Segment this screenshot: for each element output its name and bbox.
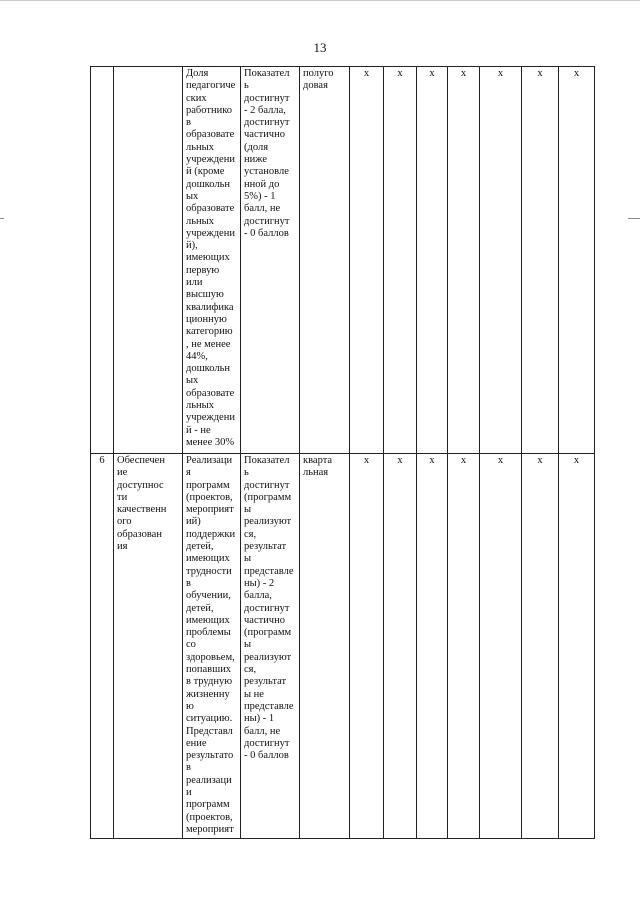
table-row [91, 454, 595, 839]
mark-cell: х [448, 454, 480, 839]
mark-cell: х [559, 67, 595, 454]
mark-cell: х [448, 67, 480, 454]
mark-cell: х [559, 454, 595, 839]
indicator-text: Реализаци я программ (проектов, мероприят ий) поддержки детей, имеющих трудности в обучении, детей, имеющих проблемы со здоровьем, попавших в трудную жизненну ю ситуацию. Представл ение результато в реализаци и программ (проектов, мероприят [183, 454, 241, 839]
page-number: 13 [313, 40, 327, 55]
mark-cell: х [522, 67, 559, 454]
mark-cell: х [384, 454, 417, 839]
mark-cell: х [522, 454, 559, 839]
mark-cell: х [480, 67, 522, 454]
criteria-text: Показател ь достигнут - 2 балла, достигнут частично (доля ниже установле нной до 5%) - 1 балл, не достигнут - 0 баллов [241, 67, 300, 454]
direction-name [114, 67, 183, 454]
table-row [91, 67, 595, 454]
mark-cell: х [350, 67, 384, 454]
mark-cell: х [480, 454, 522, 839]
mark-cell: х [384, 67, 417, 454]
scan-mark-right [628, 218, 640, 219]
row-number [91, 67, 114, 454]
mark-cell: х [417, 454, 448, 839]
mark-cell: х [350, 454, 384, 839]
row-number: 6 [91, 454, 114, 839]
indicator-text: Доля педагогиче ских работнико в образовате льных учреждени й (кроме дошкольн ых образовате льных учреждени й), имеющих первую или высшую квалифика ционную категорию , не менее 44%, дошкольн ых образовате льных учреждени й - не менее 30% [183, 67, 241, 454]
criteria-text: Показател ь достигнут (программ ы реализуют ся, результат ы представле ны) - 2 балла, достигнут частично (программ ы реализуют ся, результат ы не представле ны) - 1 балл, не достигнут - 0 баллов [241, 454, 300, 839]
mark-cell: х [417, 67, 448, 454]
scan-mark-top [0, 0, 640, 1]
direction-name: Обеспечен ие доступнос ти качественн ого образован ия [114, 454, 183, 839]
scan-mark-left [0, 218, 4, 219]
period-text: полуго довая [300, 67, 350, 454]
data-table [90, 66, 595, 839]
period-text: кварта льная [300, 454, 350, 839]
